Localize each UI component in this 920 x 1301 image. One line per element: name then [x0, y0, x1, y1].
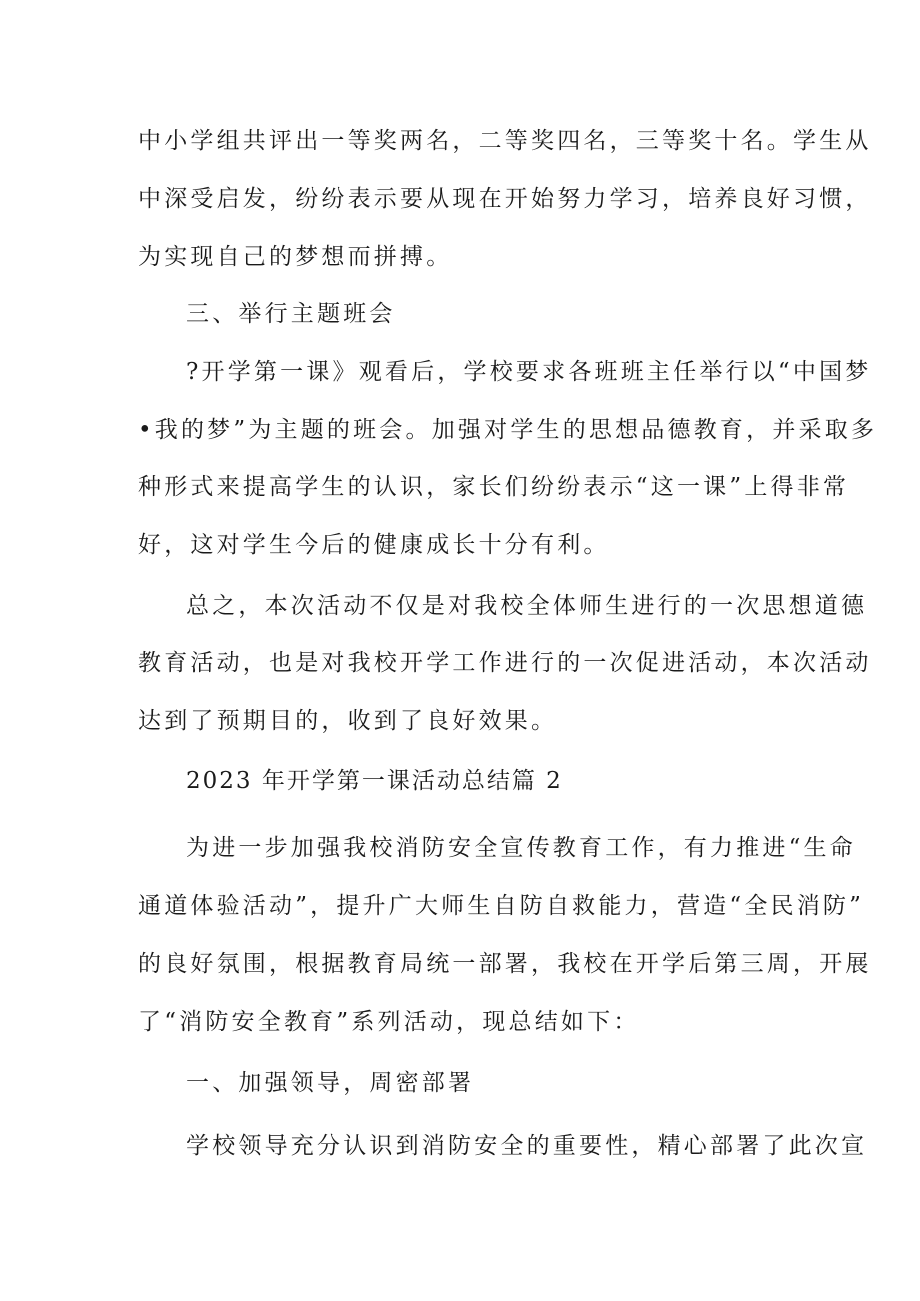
paragraph-line: 总之，本次活动不仅是对我校全体师生进行的一次思想道德	[186, 593, 868, 619]
article-title: 2023 年开学第一课活动总结篇 2	[186, 768, 563, 794]
paragraph-line: 达到了预期目的，收到了良好效果。	[138, 708, 558, 734]
paragraph-line: 了“消防安全教育”系列活动，现总结如下：	[138, 1009, 640, 1035]
paragraph-line: 为进一步加强我校消防安全宣传教育工作，有力推进“生命	[186, 835, 856, 861]
paragraph-line: 教育活动，也是对我校开学工作进行的一次促进活动，本次活动	[138, 650, 872, 676]
paragraph-line: 种形式来提高学生的认识，家长们纷纷表示“这一课”上得非常	[138, 474, 850, 500]
paragraph-line: •我的梦”为主题的班会。加强对学生的思想品德教育，并采取多	[138, 417, 878, 443]
paragraph-line: ?开学第一课》观看后，学校要求各班班主任举行以“中国梦	[186, 359, 872, 385]
paragraph-line: 中小学组共评出一等奖两名，二等奖四名，三等奖十名。学生从	[138, 128, 872, 154]
section-heading: 三、举行主题班会	[186, 301, 396, 327]
paragraph-line: 的良好氛围，根据教育局统一部署，我校在开学后第三周，开展	[138, 951, 872, 977]
paragraph-line: 好，这对学生今后的健康成长十分有利。	[138, 532, 610, 558]
paragraph-line: 中深受启发，纷纷表示要从现在开始努力学习，培养良好习惯，	[138, 186, 872, 212]
section-heading: 一、加强领导，周密部署	[186, 1070, 475, 1096]
paragraph-line: 学校领导充分认识到消防安全的重要性，精心部署了此次宣	[186, 1133, 868, 1159]
paragraph-line: 为实现自己的梦想而拼搏。	[138, 244, 453, 270]
paragraph-line: 通道体验活动”，提升广大师生自防自救能力，营造“全民消防”	[138, 893, 865, 919]
